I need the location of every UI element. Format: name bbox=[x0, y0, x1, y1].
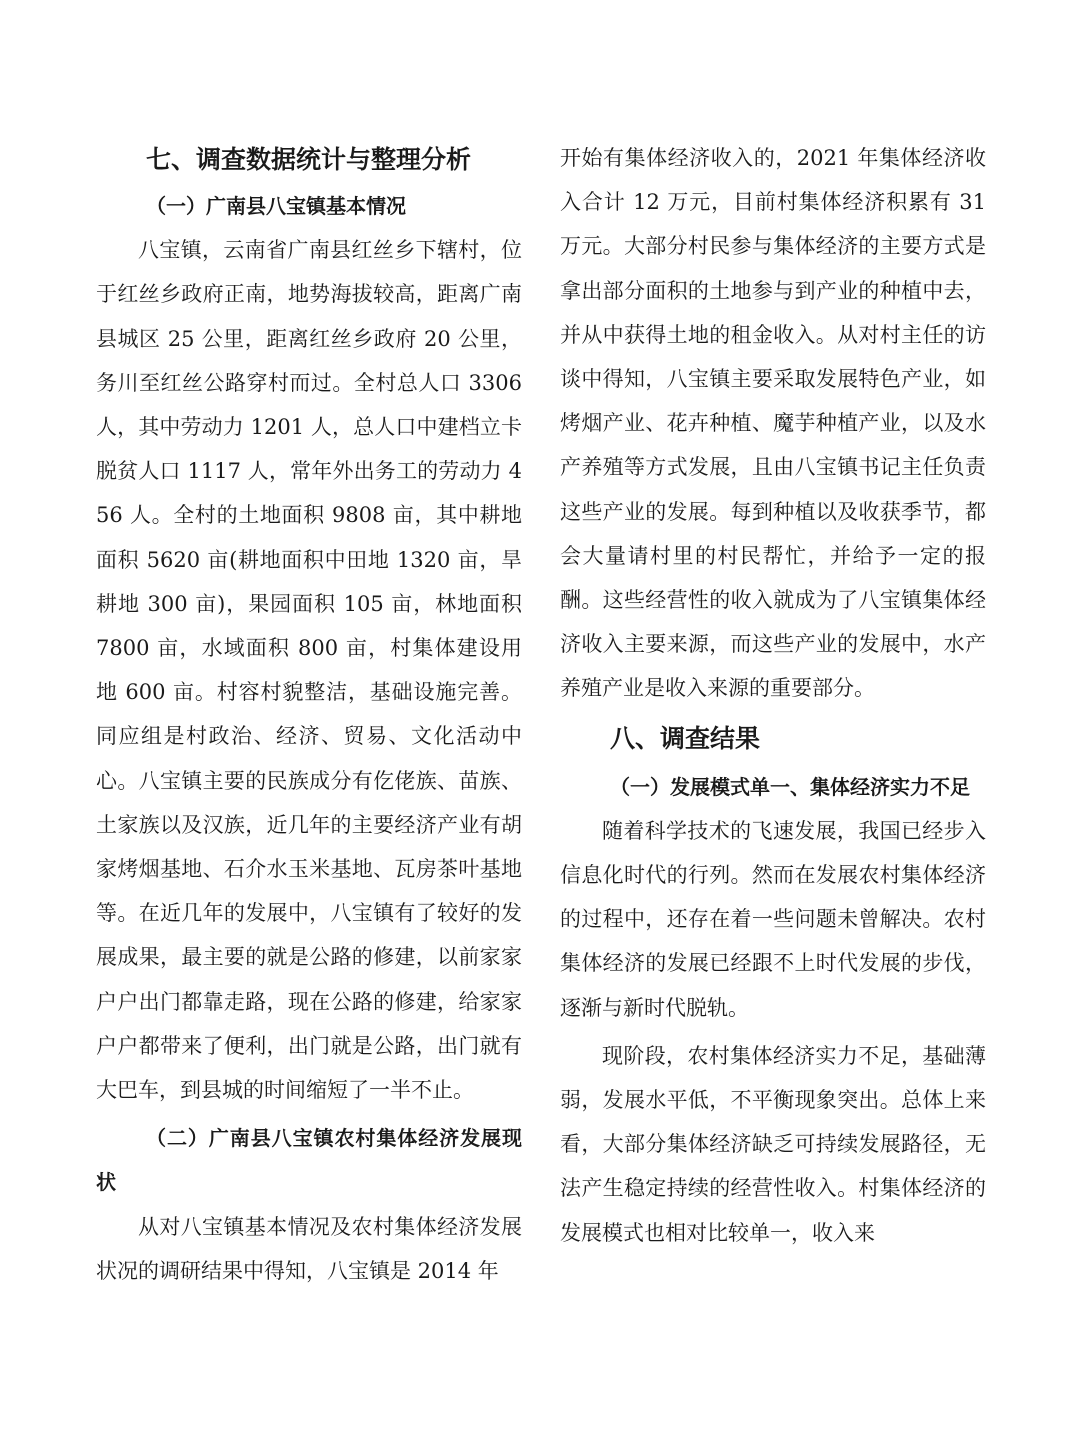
subsection-2-heading: （二）广南县八宝镇农村集体经济发展现状 bbox=[96, 1126, 522, 1195]
section-7-heading: 七、调查数据统计与整理分析 bbox=[146, 145, 472, 174]
results-paragraph-2: 现阶段，农村集体经济实力不足，基础薄弱，发展水平低，不平衡现象突出。总体上来看，大部分集体经济缺乏可持续发展路径，无法产生稳定持续的经营性收入。村集体经济的发展模式也相对比较单一，收入来 bbox=[560, 1043, 986, 1245]
subsection-1-paragraph: 八宝镇，云南省广南县红丝乡下辖村，位于红丝乡政府正南，地势海拔较高，距离广南县城区 25 公里，距离红丝乡政府 20 公里，务川至红丝公路穿村而过。全村总人口 3306 人，其中劳动力 1201 人，总人口中建档立卡脱贫人口 1117 人，常年外出务工的劳动力 456 人。全村的土地面积 9808 亩，其中耕地面积 5620 亩(耕地面积中田地 1320 亩，旱耕地 300 亩)，果园面积 105 亩，林地面积 7800 亩，水域面积 800 亩，村集体建设用地 600 亩。村容村貌整洁，基础设施完善。同应组是村政治、经济、贸易、文化活动中心。八宝镇主要的民族成分有仡佬族、苗族、土家族以及汉族，近几年的主要经济产业有胡家烤烟基地、石介水玉米基地、瓦房茶叶基地等。在近几年的发展中，八宝镇有了较好的发展成果，最主要的就是公路的修建，以前家家户户出门都靠走路，现在公路的修建，给家家户户都带来了便利，出门就是公路，出门就有大巴车，到县城的时间缩短了一半不止。 bbox=[96, 238, 522, 1103]
left-column bbox=[96, 136, 522, 1293]
subsection-1-heading: （一）广南县八宝镇基本情况 bbox=[146, 194, 406, 218]
results-paragraph-1: 随着科学技术的飞速发展，我国已经步入信息化时代的行列。然而在发展农村集体经济的过程中，还存在着一些问题未曾解决。农村集体经济的发展已经跟不上时代发展的步伐，逐渐与新时代脱轨。 bbox=[560, 818, 986, 1020]
subsection-2-paragraph-start: 从对八宝镇基本情况及农村集体经济发展状况的调研结果中得知，八宝镇是 2014 年 bbox=[96, 1214, 522, 1283]
section-8-heading: 八、调查结果 bbox=[610, 723, 761, 753]
right-column bbox=[560, 136, 986, 1255]
subsection-2-paragraph-continued: 开始有集体经济收入的，2021 年集体经济收入合计 12 万元，目前村集体经济积累有 31 万元。大部分村民参与集体经济的主要方式是拿出部分面积的土地参与到产业的种植中去，并从中获得土地的租金收入。从对村主任的访谈中得知，八宝镇主要采取发展特色产业，如烤烟产业、花卉种植、魔芋种植产业，以及水产养殖等方式发展，且由八宝镇书记主任负责这些产业的发展。每到种植以及收获季节，都会大量请村里的村民帮忙，并给予一定的报酬。这些经营性的收入就成为了八宝镇集体经济收入主要来源，而这些产业的发展中，水产养殖产业是收入来源的重要部分。 bbox=[560, 146, 986, 701]
subsection-3-heading: （一）发展模式单一、集体经济实力不足 bbox=[610, 774, 970, 799]
